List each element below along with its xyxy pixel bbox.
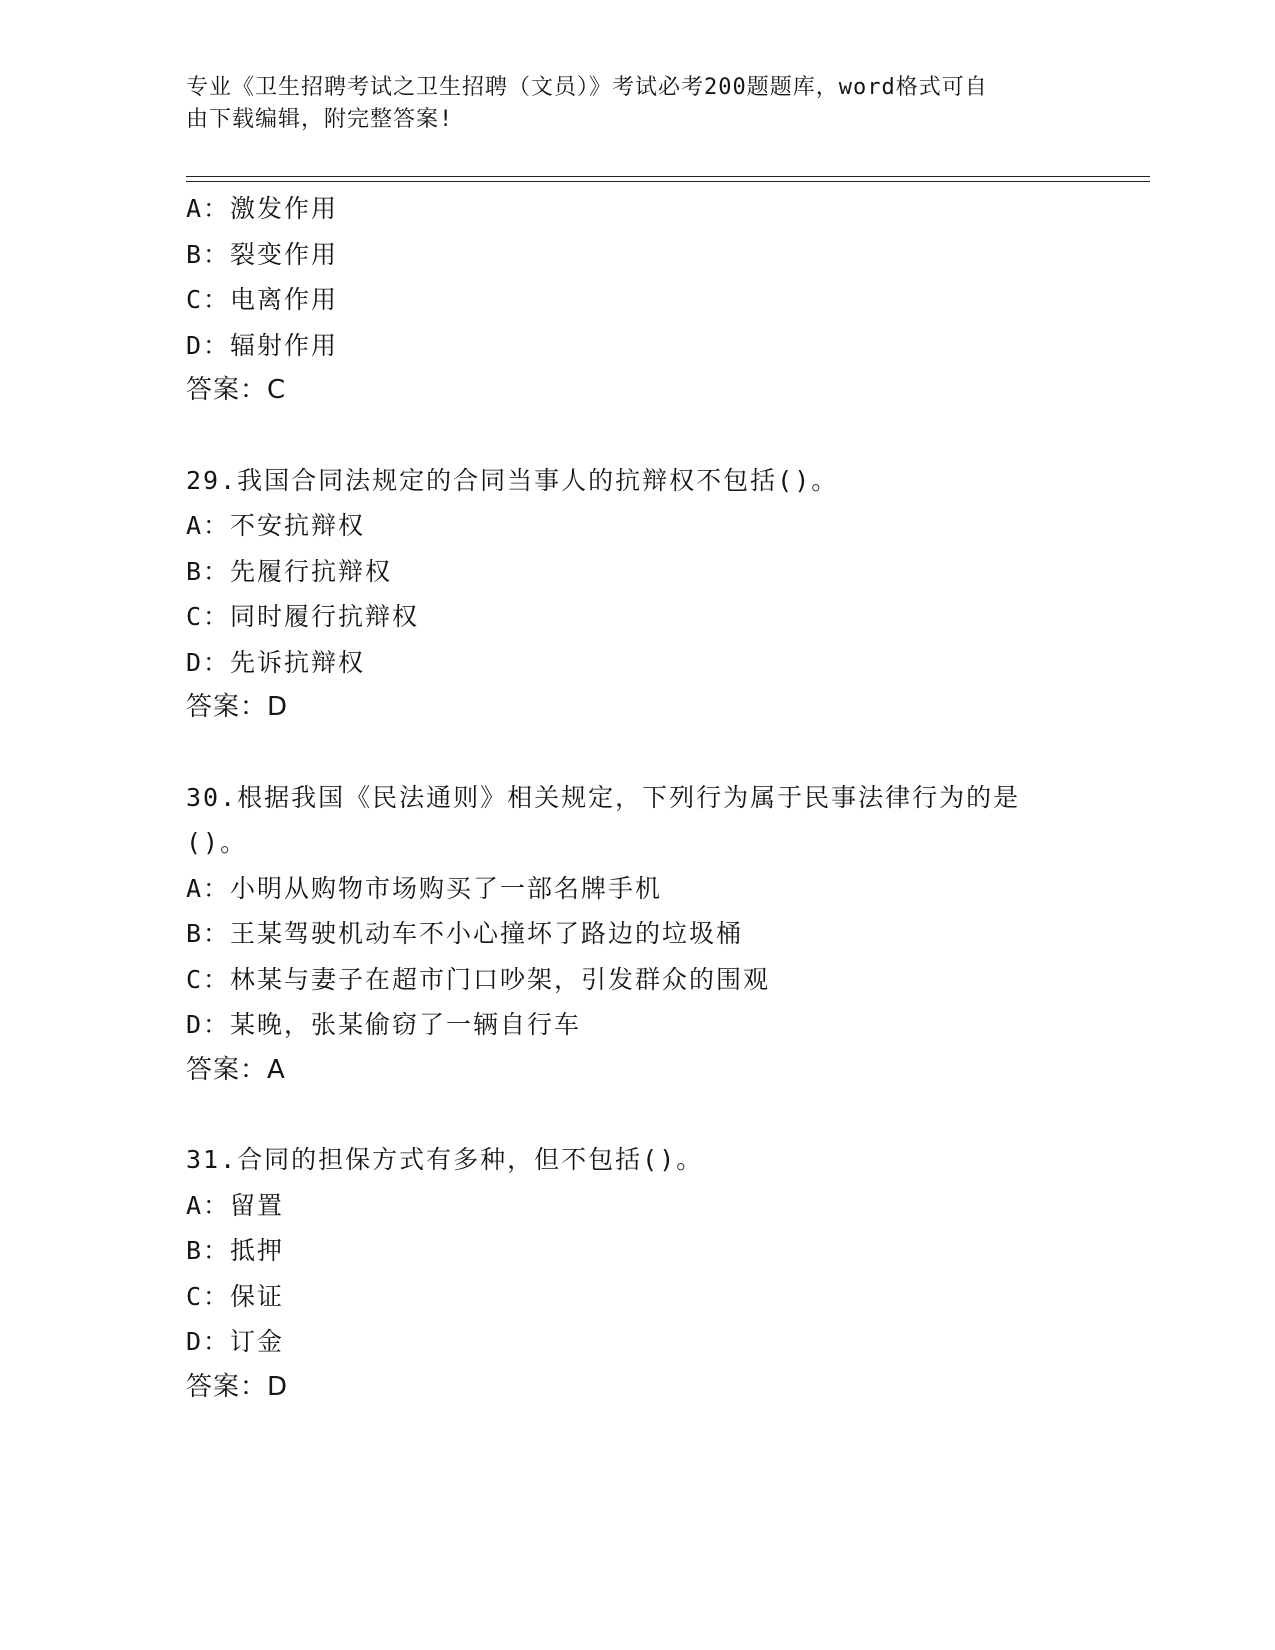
- answer-line: 答案：D: [186, 692, 289, 722]
- spacer: [186, 1093, 1150, 1137]
- question-block-prev: [186, 186, 1150, 414]
- question-stem: 30.根据我国《民法通则》相关规定，下列行为属于民事法律行为的是: [186, 782, 1021, 812]
- option-b: B：先履行抗辩权: [186, 556, 393, 586]
- header-line-2: 由下载编辑，附完整答案!: [186, 107, 454, 132]
- option-d: D：辐射作用: [186, 330, 339, 360]
- question-block-30: [186, 775, 1150, 1094]
- option-d: D：订金: [186, 1327, 285, 1356]
- option-a: A：小明从购物市场购买了一部名牌手机: [186, 873, 663, 903]
- question-stem: 29.我国合同法规定的合同当事人的抗辩权不包括()。: [186, 465, 839, 495]
- header-line-1: 专业《卫生招聘考试之卫生招聘（文员）》考试必考200题题库，word格式可自: [186, 75, 988, 100]
- question-block-29: [186, 458, 1150, 731]
- option-c: C：林某与妻子在超市门口吵架，引发群众的围观: [186, 964, 771, 994]
- answer-line: 答案：A: [186, 1054, 286, 1085]
- spacer: [186, 414, 1150, 458]
- option-d: D：先诉抗辩权: [186, 647, 366, 677]
- option-c: C：保证: [186, 1281, 285, 1311]
- option-a: A：留置: [186, 1190, 285, 1220]
- spacer: [186, 731, 1150, 775]
- question-content: [186, 186, 1150, 1410]
- option-a: A：激发作用: [186, 194, 339, 223]
- question-stem: 31.合同的担保方式有多种，但不包括()。: [186, 1145, 704, 1174]
- option-b: B：裂变作用: [186, 239, 339, 269]
- question-stem-continued: ()。: [186, 828, 248, 857]
- option-c: C：电离作用: [186, 285, 339, 314]
- header-divider-bottom: [186, 181, 1150, 182]
- document-header: [186, 72, 1066, 136]
- header-divider-top: [186, 176, 1150, 177]
- question-block-31: [186, 1137, 1150, 1410]
- option-b: B：王某驾驶机动车不小心撞坏了路边的垃圾桶: [186, 919, 744, 948]
- answer-line: 答案：C: [186, 375, 287, 405]
- option-c: C：同时履行抗辩权: [186, 602, 420, 631]
- option-d: D：某晚，张某偷窃了一辆自行车: [186, 1010, 582, 1039]
- option-a: A：不安抗辩权: [186, 511, 366, 540]
- answer-line: 答案：D: [186, 1371, 289, 1402]
- option-b: B：抵押: [186, 1236, 285, 1265]
